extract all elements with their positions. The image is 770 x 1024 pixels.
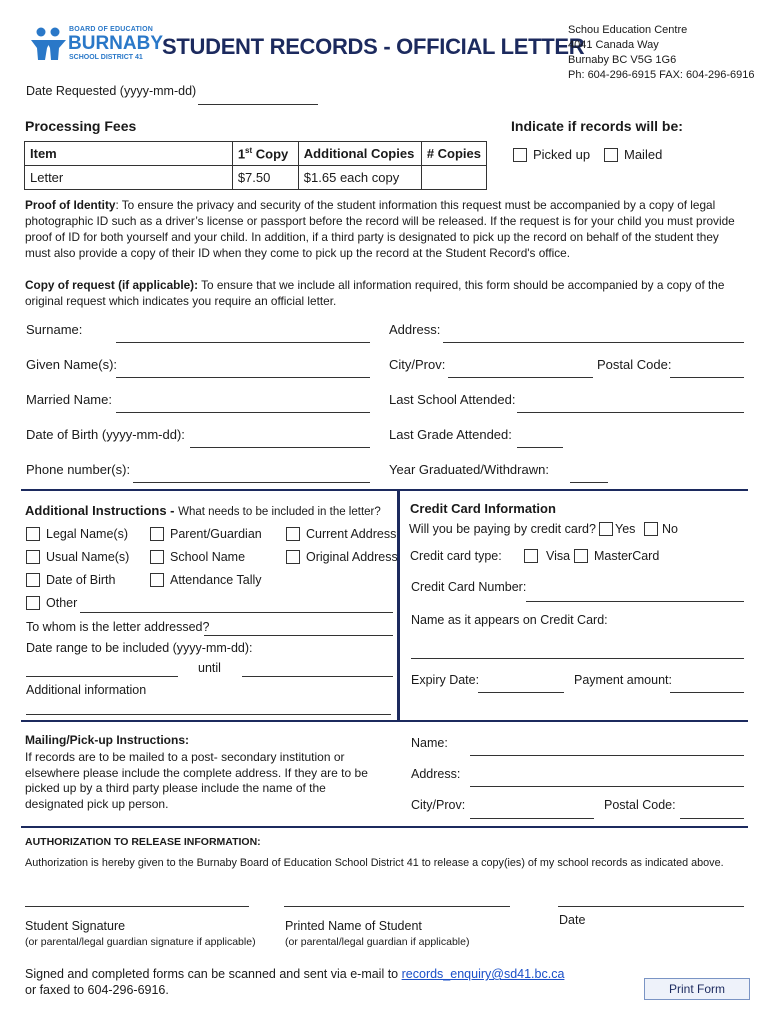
phone-label: Phone number(s): [26, 462, 131, 477]
original-address-checkbox[interactable] [286, 550, 300, 564]
mailing-address-field[interactable] [470, 786, 744, 787]
other-label: Other [46, 596, 78, 610]
records-heading: Indicate if records will be: [511, 118, 683, 134]
mastercard-option[interactable] [574, 549, 659, 563]
address-line-3: Burnaby BC V5G 1G6 [568, 54, 677, 66]
payment-amount-field[interactable] [670, 692, 744, 693]
proof-of-identity [25, 197, 740, 261]
section-bottom-border [21, 826, 748, 828]
attendance-tally-label: Attendance Tally [170, 573, 262, 587]
married-name-label: Married Name: [26, 392, 112, 407]
paying-no-label: No [662, 522, 678, 536]
paying-no-option[interactable] [644, 522, 678, 536]
picked-up-checkbox[interactable] [513, 148, 527, 162]
mailing-text: If records are to be mailed to a post- secondary institution or elsewhere please include the complete address. If they are to be picked up by a third party please include the name of the designated pick up person. [25, 750, 368, 811]
other-checkbox[interactable] [26, 596, 40, 610]
page-title: STUDENT RECORDS - OFFICIAL LETTER [162, 34, 585, 59]
mastercard-checkbox[interactable] [574, 549, 588, 563]
signature-date-label: Date [559, 913, 586, 927]
name-on-card-field[interactable] [411, 658, 744, 659]
date-of-birth-label: Date of Birth [46, 573, 116, 587]
date-requested-label: Date Requested (yyyy-mm-dd) [26, 84, 197, 98]
additional-info-label: Additional information [26, 683, 147, 697]
fees-col-first-sup: st [245, 145, 253, 155]
attendance-tally-checkbox[interactable] [150, 573, 164, 587]
option-attendance-tally[interactable] [150, 573, 262, 587]
original-address-label: Original Address [306, 550, 398, 564]
proof-text: : To ensure the privacy and security of the student information this request must be accompanied by a copy of legal photographic ID such as a driver’s license or passport before the record will be released. If the request is for your child you must provide proof of ID for both yourself and your child. In addition, if a third party is designated to pick up the record on behalf of the student they must also provide a copy of their ID when they come to pick up the record at the Student Record's office. [25, 198, 735, 260]
mailing-address-label: Address: [411, 767, 461, 781]
date-requested-field[interactable] [198, 104, 318, 105]
postal-code-field[interactable] [670, 377, 744, 378]
date-range-end-field[interactable] [242, 676, 393, 677]
school-name-label: School Name [170, 550, 246, 564]
footer-line-1 [25, 966, 564, 982]
mastercard-label: MasterCard [594, 549, 660, 563]
printed-name-field[interactable] [284, 906, 510, 907]
processing-fees-heading: Processing Fees [25, 118, 137, 134]
email-link[interactable]: records_enquiry@sd41.bc.ca [401, 967, 565, 981]
mailed-option[interactable] [604, 147, 662, 162]
name-on-card-label: Name as it appears on Credit Card: [411, 613, 608, 627]
picked-up-label: Picked up [533, 147, 591, 162]
dob-field[interactable] [190, 447, 370, 448]
picked-up-option[interactable] [513, 147, 590, 162]
whom-label: To whom is the letter addressed? [26, 620, 210, 634]
visa-option[interactable] [524, 549, 570, 563]
parent-guardian-checkbox[interactable] [150, 527, 164, 541]
address-field[interactable] [443, 342, 744, 343]
date-of-birth-checkbox[interactable] [26, 573, 40, 587]
mailed-label: Mailed [624, 147, 663, 162]
postal-code-label: Postal Code: [597, 357, 672, 372]
logo-bottom-text: SCHOOL DISTRICT 41 [69, 54, 143, 61]
card-type-label: Credit card type: [410, 549, 502, 563]
student-signature-field[interactable] [25, 906, 249, 907]
authorization-text: Authorization is hereby given to the Burnaby Board of Education School District 41 to release a copy(ies) of my school records as indicated above. [25, 857, 724, 869]
instructions-heading [25, 502, 381, 520]
authorization-heading: AUTHORIZATION TO RELEASE INFORMATION: [25, 836, 261, 848]
expiry-date-field[interactable] [478, 692, 564, 693]
address-line-2: 4041 Canada Way [568, 39, 659, 51]
address-line-4: Ph: 604-296-6915 FAX: 604-296-6916 [568, 69, 755, 81]
legal-names-checkbox[interactable] [26, 527, 40, 541]
paying-yes-checkbox[interactable] [599, 522, 613, 536]
proof-label: Proof of Identity [25, 198, 116, 212]
paying-yes-label: Yes [615, 522, 636, 536]
option-current-address[interactable] [286, 527, 396, 541]
surname-field[interactable] [116, 342, 370, 343]
mailing-name-field[interactable] [470, 755, 744, 756]
card-number-field[interactable] [526, 601, 744, 602]
fees-row-letter [25, 166, 487, 190]
last-school-label: Last School Attended: [389, 392, 516, 407]
option-parent-guardian[interactable] [150, 527, 262, 541]
people-logo-icon [28, 26, 68, 62]
option-legal-names[interactable] [26, 527, 128, 541]
other-field[interactable] [80, 612, 393, 613]
student-signature-sub: (or parental/legal guardian signature if applicable) [25, 936, 256, 948]
section-top-border [21, 489, 748, 491]
mailing-city-label: City/Prov: [411, 798, 466, 812]
fees-row-first: $7.50 [232, 166, 298, 190]
last-grade-field[interactable] [517, 447, 563, 448]
instructions-subtitle: What needs to be included in the letter? [178, 506, 381, 518]
cityprov-field[interactable] [448, 377, 593, 378]
address-line-1: Schou Education Centre [568, 24, 688, 36]
surname-label: Surname: [26, 322, 83, 337]
copy-label: Copy of request (if applicable): [25, 278, 199, 292]
section-vertical-divider [397, 489, 400, 721]
date-range-start-field[interactable] [26, 676, 178, 677]
fees-col-copies: # Copies [421, 142, 486, 166]
mailing-heading: Mailing/Pick-up Instructions: [25, 733, 190, 747]
mailing-name-label: Name: [411, 736, 448, 750]
school-name-checkbox[interactable] [150, 550, 164, 564]
visa-label: Visa [546, 549, 571, 563]
payment-amount-label: Payment amount: [574, 673, 672, 687]
print-form-button[interactable]: Print Form [644, 978, 750, 1000]
footer-email-text: Signed and completed forms can be scanned and sent via e-mail to [25, 967, 402, 981]
option-school-name[interactable] [150, 550, 245, 564]
copy-of-request [25, 277, 740, 309]
printed-name-label: Printed Name of Student [285, 919, 422, 933]
dob-label: Date of Birth (yyyy-mm-dd): [26, 427, 185, 442]
address-label: Address: [389, 322, 441, 337]
paying-by-card-label: Will you be paying by credit card? [409, 522, 596, 536]
usual-names-checkbox[interactable] [26, 550, 40, 564]
section-middle-border [21, 720, 748, 722]
paying-no-checkbox[interactable] [644, 522, 658, 536]
mailed-checkbox[interactable] [604, 148, 618, 162]
option-usual-names[interactable] [26, 550, 129, 564]
cityprov-label: City/Prov: [389, 357, 446, 372]
logo-name: BURNABY [68, 33, 163, 54]
fees-row-additional: $1.65 each copy [298, 166, 421, 190]
year-graduated-label: Year Graduated/Withdrawn: [389, 462, 549, 477]
copies-input[interactable] [421, 166, 486, 190]
current-address-checkbox[interactable] [286, 527, 300, 541]
given-name-label: Given Name(s): [26, 357, 118, 372]
married-name-field[interactable] [116, 412, 370, 413]
whom-field[interactable] [204, 635, 393, 636]
student-signature-label: Student Signature [25, 919, 126, 933]
expiry-date-label: Expiry Date: [411, 673, 480, 687]
fees-row-item: Letter [25, 166, 233, 190]
mailing-postal-label: Postal Code: [604, 798, 676, 812]
copy-text: To ensure that we include all information required, this form should be accompanied by a copy of the original request which indicates you require an official letter. [25, 278, 725, 308]
fees-table [24, 141, 487, 190]
option-other[interactable] [26, 596, 77, 610]
phone-field[interactable] [133, 482, 370, 483]
fees-header-row [25, 142, 487, 166]
last-school-field[interactable] [517, 412, 744, 413]
footer-text [25, 966, 564, 998]
signature-date-field[interactable] [558, 906, 744, 907]
mailing-postal-field[interactable] [680, 818, 744, 819]
date-range-label: Date range to be included (yyyy-mm-dd): [26, 641, 253, 655]
parent-guardian-label: Parent/Guardian [170, 527, 262, 541]
legal-names-label: Legal Name(s) [46, 527, 128, 541]
mailing-city-field[interactable] [470, 818, 594, 819]
fees-col-first-tail: Copy [252, 146, 289, 162]
fees-col-first [232, 142, 298, 166]
card-number-label: Credit Card Number: [411, 580, 527, 594]
credit-card-heading: Credit Card Information [410, 501, 556, 516]
fees-col-first-num: 1 [237, 146, 246, 162]
printed-name-sub: (or parental/legal guardian if applicable) [285, 936, 470, 948]
usual-names-label: Usual Name(s) [46, 550, 130, 564]
last-grade-label: Last Grade Attended: [389, 427, 512, 442]
current-address-label: Current Address [306, 527, 397, 541]
office-address [568, 23, 755, 83]
additional-info-field[interactable] [26, 714, 391, 715]
year-graduated-field[interactable] [570, 482, 608, 483]
visa-checkbox[interactable] [524, 549, 538, 563]
option-original-address[interactable] [286, 550, 398, 564]
logo-top-text: BOARD OF EDUCATION [69, 26, 153, 33]
fees-col-additional: Additional Copies [298, 142, 421, 166]
option-date-of-birth[interactable] [26, 573, 115, 587]
paying-yes-option[interactable] [599, 522, 635, 536]
instructions-title: Additional Instructions - [25, 503, 179, 518]
footer-line-2: or faxed to 604-296-6916. [25, 983, 169, 997]
logo [28, 26, 163, 62]
fees-col-item: Item [25, 142, 233, 166]
given-name-field[interactable] [116, 377, 370, 378]
until-label: until [198, 661, 221, 675]
